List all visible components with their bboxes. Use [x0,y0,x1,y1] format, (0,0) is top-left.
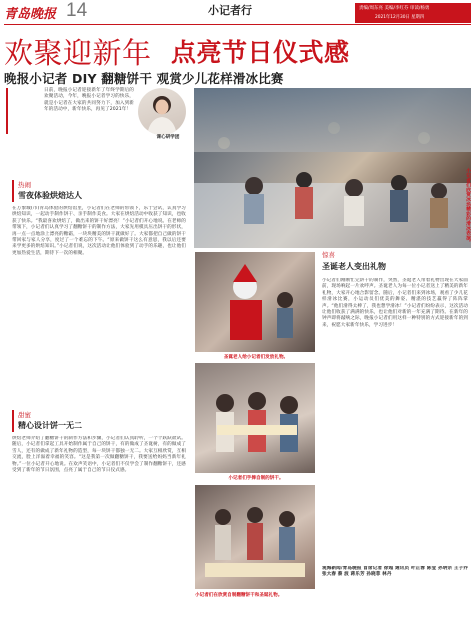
sub-headline: 晚报小记者 DIY 翻糖饼干 观赏少儿花样滑冰比赛 [4,71,284,86]
date-line: 2021年12月30日 星期四 [375,15,425,20]
section1-body: 在万象城(市)青岛体验的烘焙馆里，小记者们在老师的带领下，乐于尝试，认真学习烘焙知识，一起动手制作饼干、亲手制作美食。大家在烘焙活动中收获了知识，也收获了快乐。“我最喜欢烘焙了，做出来的饼干好漂亮！”小记者们开心地说。在老师的带领下，小记者们认真学习了翻糖饼干的制作方法，大家先用模具压出饼干的形状，再一点一点地涂上漂亮的糖霜，一块块精美的饼干就做好了。大家都把自己做的饼干带回家与家人分享，度过了一个难忘的下午。“原来做饼干这么有意思，我以后还要来学更多的烘焙知识。”小记者们说，这次活动让他们体验到了动手的乐趣，也让他们更加热爱生活，期待下一次的相聚。 [12,206,186,256]
headline-left: 欢聚迎新年 [4,36,152,70]
section3-body: 小记者们刚刚忙完饼干的制作，突然，圣诞老人带着礼物出现在大家面前，现场响起一片欢呼声。圣诞老人为每一位小记者送上了精美的新年礼物，大家开心地合影留念。随后，小记者们来到冰场，观看了少儿花样滑冰比赛，小运动员们优美的舞姿、精湛的技艺赢得了阵阵掌声。“他们滑得太棒了，我也想学滑冰！”小记者们纷纷表示，这次活动让他们收获了满满的快乐，也让他们对新的一年充满了期待。在新年的钟声即将敲响之际，晚报小记者们用这样一种特别的方式迎接新年的到来，祝愿大家新年快乐，学习进步！ [322,278,468,328]
ice-rink-photo [194,88,471,248]
section-title: 小记者行 [208,4,252,17]
page-number: 14 [66,0,88,21]
section3-header [322,250,471,274]
editor-info-box [355,3,471,23]
editors-line: 责编/周东亮 美编/李红芬 审读/杨勇 [359,6,430,11]
section3-tag: 惊喜 [322,251,335,259]
cookies-gifts-photo [195,485,315,589]
photo1-caption: 圣诞老人给小记者们发放礼物。 [223,355,289,360]
reporter-avatar [138,88,186,135]
headline-right: 点亮节日仪式感 [171,38,350,67]
santa-gift-photo [195,252,315,352]
photo3-caption: 小记者们在欣赏自制翻糖饼干和圣诞礼物。 [195,593,283,598]
photo2-caption: 小记者们手捧自制的饼干。 [228,476,284,481]
santa-photo-icon [195,252,315,352]
section2-body: 烘焙老师介绍了翻糖饼干的制作方法和步骤，小记者们认真聆听，一个个跃跃欲试。随后，小记者们拿起工具开始制作属于自己的饼干，有的做成了圣诞树，有的做成了雪人，还有的做成了新年礼物的造型，每一块饼干都独一无二。大家互相欣赏，互相交流，脸上洋溢着幸福的笑容。“这是我第一次做翻糖饼干，我要送给妈妈当新年礼物。”一位小记者开心地说。在欢声笑语中，小记者们不仅学会了制作翻糖饼干，还感受到了新年的节日氛围，点亮了属于自己的节日仪式感。 [12,436,186,474]
credits: 观海新闻/青岛晚报 首席记者 徐超 通讯员 叶正蓉 陈莹 孙明宗 王子乔 张大春 蔡 波 蒋乐芳 孙晓菲 林丹 [322,566,468,578]
intro-marker [6,88,42,134]
section1-tag: 热闹 [18,181,31,189]
kids-photo-icon [195,363,315,473]
section2-title: 精心设计饼一无二 [18,421,82,430]
section3-title: 圣诞老人变出礼物 [322,262,386,271]
photo-background [194,88,471,152]
section2-header [12,410,192,432]
section1-title: 雪夜体验烘焙达人 [18,191,82,200]
masthead-rule [4,24,471,25]
reporter-label: 课心研学团 [156,135,180,140]
newspaper-logo: 青岛晚报 [4,7,57,22]
intro-text: 日前，晚报小记者迎接新年了年终学期后的欢聚活动，今年，晚报小记者学习的快乐，就是小记者在大家的共同努力下，加入到新年的活动中，新年快乐，再见了2021年！ [44,88,134,113]
reporter-portrait-icon [138,88,186,135]
top-photo-caption: 小记者们欣赏冰场精彩的滑冰表演。 [465,168,470,245]
cookies-photo-icon [195,485,315,589]
kids-cookies-photo [195,363,315,473]
section2-tag: 甜蜜 [18,411,31,419]
section1-header [12,180,192,202]
